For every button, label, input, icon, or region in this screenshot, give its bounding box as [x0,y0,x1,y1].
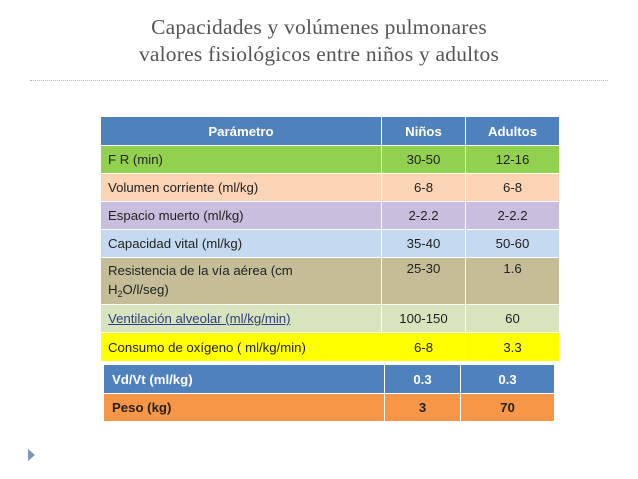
row-param [101,305,382,332]
table-row [101,305,559,332]
row-param: Consumo de oxígeno ( ml/kg/min) [101,333,382,361]
row-param-text: Ventilación alveolar (ml/kg/min) [108,311,291,326]
row-adultos: 0.3 [498,371,517,387]
row-ninos: 6-8 [382,174,466,201]
row-adultos: 6-8 [502,180,523,195]
header-ninos: Niños [382,117,466,145]
table-row [101,258,559,304]
row-param-line2-sub: 2 [117,289,123,299]
row-ninos: 6-8 [382,333,466,361]
row-param: Capacidad vital (ml/kg) [101,230,382,257]
row-param-line2 [108,280,169,301]
row-ninos: 3 [385,394,461,421]
row-adultos: 3.3 [503,339,522,355]
table-row [101,202,559,229]
row-adultos: 60 [505,311,520,326]
row-ninos: 0.3 [385,365,461,393]
title-divider [30,80,608,81]
row-ninos: 35-40 [382,230,466,257]
row-adultos: 1.6 [503,261,522,276]
table-row [101,230,559,257]
table-header-row [101,117,559,145]
row-adultos: 12-16 [495,152,530,167]
table-row [101,146,559,173]
slide-title-line1: Capacidades y volúmenes pulmonares [151,15,487,39]
slide-title [0,14,638,68]
row-ninos: 2-2.2 [382,202,466,229]
row-param: Peso (kg) [104,394,385,421]
row-param-line2-b: O/l/seg) [122,282,169,297]
row-param: Espacio muerto (ml/kg) [101,202,382,229]
header-adultos: Adultos [487,123,538,139]
row-param [101,258,382,304]
row-adultos: 70 [500,400,515,415]
row-adultos: 2-2.2 [497,208,528,223]
row-param-line1: Resistencia de la vía aérea (cm [108,263,293,278]
row-ninos: 100-150 [382,305,466,332]
row-param: F R (min) [101,146,382,173]
row-param: Vd/Vt (ml/kg) [104,365,385,393]
row-param: Volumen corriente (ml/kg) [101,174,382,201]
bullet-arrow-icon [28,449,35,461]
table-row [104,394,554,421]
header-parametro: Parámetro [101,117,382,145]
row-ninos: 25-30 [382,258,466,304]
row-ninos: 30-50 [382,146,466,173]
table-row [104,365,554,393]
table-row [101,174,559,201]
slide-title-line2: valores fisiológicos entre niños y adultos [138,42,500,66]
row-adultos: 50-60 [495,236,530,251]
table-row [101,333,559,361]
row-param-line2-a: H [108,282,118,297]
